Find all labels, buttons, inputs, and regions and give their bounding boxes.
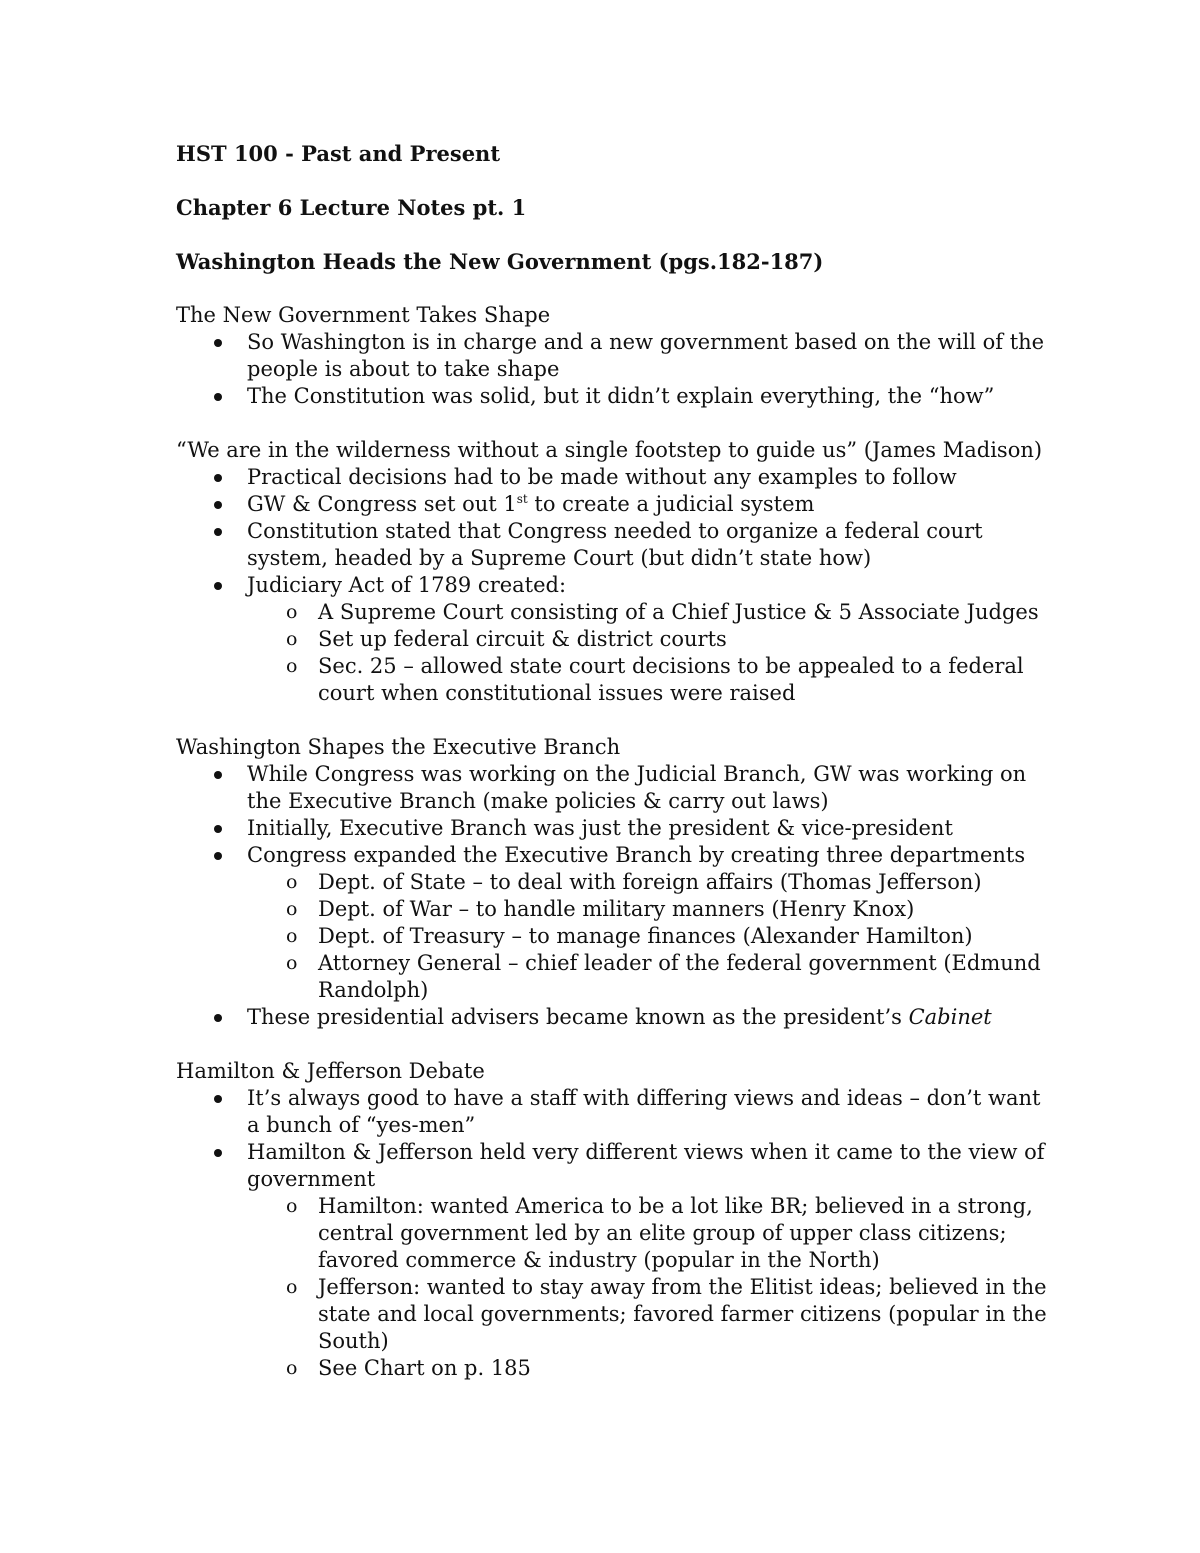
list-item-text: Hamilton & Jefferson held very different views when it came to the view of government [247,1140,1045,1191]
list-item-text: So Washington is in charge and a new government based on the will of the people is about to take shape [247,330,1045,381]
bullet-icon [214,825,222,833]
list-item [176,1085,1056,1139]
bullet-icon [214,1095,222,1103]
list-item [176,464,1056,491]
list-item [176,383,1056,410]
list-item [176,842,1056,1004]
bullet-icon [214,771,222,779]
bullet-icon [214,528,222,536]
section-title: “We are in the wilderness without a single footstep to guide us” (James Madison) [176,438,1043,462]
bullet-icon [214,501,222,509]
bullet-icon [214,393,222,401]
spacer [176,167,1056,194]
text-segment: GW & Congress set out 1 [247,492,517,516]
circle-bullet-icon: o [286,1357,298,1379]
sub-list-item [247,1193,1056,1274]
sub-list-item [247,1274,1056,1355]
list-item [176,761,1056,815]
list-item-text [247,492,814,516]
notes-section [176,1058,1056,1382]
sub-list-item [247,1355,1056,1382]
list-item-text [247,1005,992,1029]
text-segment: These presidential advisers became known as the president’s [247,1005,909,1029]
list-item-text: Initially, Executive Branch was just the president & vice-president [247,816,953,840]
sub-list-item-text: Attorney General – chief leader of the federal government (Edmund Randolph) [318,951,1041,1002]
circle-bullet-icon: o [286,601,298,623]
document-page [176,140,1056,1382]
list-item-text: Congress expanded the Executive Branch by creating three departments [247,843,1026,867]
sub-list-item-text: Set up federal circuit & district courts [318,627,727,651]
sub-bullet-list [176,599,1056,707]
sub-bullet-list [176,1193,1056,1382]
bullet-list [176,761,1056,1031]
list-item [176,518,1056,572]
sub-list-item [247,599,1056,626]
sub-list-item-text: Dept. of War – to handle military manners (Henry Knox) [318,897,915,921]
circle-bullet-icon: o [286,871,298,893]
sub-list-item [247,653,1056,707]
spacer [176,1031,1056,1058]
sub-list-item-text: Sec. 25 – allowed state court decisions to be appealed to a federal court when constitutional issues were raised [318,654,1024,705]
notes-section [176,437,1056,707]
notes-section [176,734,1056,1031]
spacer [176,221,1056,248]
circle-bullet-icon: o [286,925,298,947]
list-item [176,572,1056,707]
sub-list-item-text: Jefferson: wanted to stay away from the Elitist ideas; believed in the state and local governments; favored farmer citizens (popular in the South) [318,1275,1047,1353]
section-title: Hamilton & Jefferson Debate [176,1059,485,1083]
list-item [176,329,1056,383]
list-item-text: While Congress was working on the Judicial Branch, GW was working on the Executive Branch (make policies & carry out laws) [247,762,1027,813]
sub-list-item [247,950,1056,1004]
bullet-icon [214,582,222,590]
chapter-title: Chapter 6 Lecture Notes pt. 1 [176,195,527,220]
list-item-text: Judiciary Act of 1789 created: [247,573,567,597]
section-title: The New Government Takes Shape [176,303,551,327]
section-title: Washington Shapes the Executive Branch [176,735,621,759]
circle-bullet-icon: o [286,952,298,974]
bullet-list [176,464,1056,707]
list-item-text: Constitution stated that Congress needed to organize a federal court system, headed by a Supreme Court (but didn’t state how) [247,519,983,570]
bullet-icon [214,1014,222,1022]
circle-bullet-icon: o [286,628,298,650]
bullet-icon [214,1149,222,1157]
spacer [176,707,1056,734]
sub-list-item-text: Dept. of State – to deal with foreign affairs (Thomas Jefferson) [318,870,982,894]
spacer [176,410,1056,437]
notes-body [176,302,1056,1382]
sub-list-item [247,626,1056,653]
list-item [176,1139,1056,1382]
text-segment: to create a judicial system [527,492,815,516]
bullet-icon [214,474,222,482]
list-item [176,491,1056,518]
notes-section [176,302,1056,410]
course-title: HST 100 - Past and Present [176,141,501,166]
list-item-text: The Constitution was solid, but it didn’t explain everything, the “how” [247,384,995,408]
section-heading: Washington Heads the New Government (pgs.182-187) [176,249,824,274]
superscript: st [516,492,528,506]
circle-bullet-icon: o [286,898,298,920]
list-item [176,1004,1056,1031]
sub-list-item-text: Dept. of Treasury – to manage finances (Alexander Hamilton) [318,924,973,948]
sub-bullet-list [176,869,1056,1004]
list-item-text: Practical decisions had to be made without any examples to follow [247,465,957,489]
list-item [176,815,1056,842]
sub-list-item [247,923,1056,950]
bullet-icon [214,852,222,860]
circle-bullet-icon: o [286,1276,298,1298]
sub-list-item [247,896,1056,923]
sub-list-item-text: See Chart on p. 185 [318,1356,531,1380]
sub-list-item-text: A Supreme Court consisting of a Chief Justice & 5 Associate Judges [318,600,1039,624]
bullet-list [176,1085,1056,1382]
circle-bullet-icon: o [286,1195,298,1217]
emphasis-term: Cabinet [908,1005,992,1029]
bullet-list [176,329,1056,410]
bullet-icon [214,339,222,347]
sub-list-item [247,869,1056,896]
circle-bullet-icon: o [286,655,298,677]
sub-list-item-text: Hamilton: wanted America to be a lot like BR; believed in a strong, central government led by an elite group of upper class citizens; favored commerce & industry (popular in the North) [318,1194,1033,1272]
spacer [176,275,1056,302]
list-item-text: It’s always good to have a staff with differing views and ideas – don’t want a bunch of “yes-men” [247,1086,1041,1137]
